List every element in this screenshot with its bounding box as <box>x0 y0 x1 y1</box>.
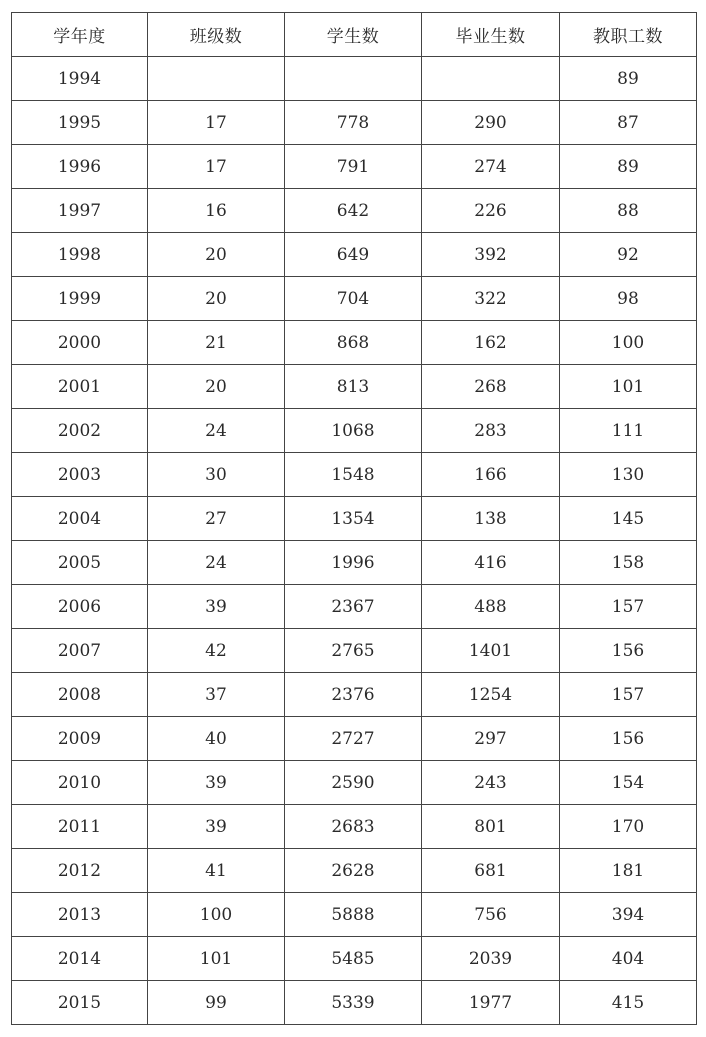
table-row <box>12 233 697 277</box>
table-row <box>12 101 697 145</box>
cell-class-count: 20 <box>148 233 285 277</box>
cell-class-count: 101 <box>148 937 285 981</box>
table-row <box>12 189 697 233</box>
cell-graduate-count: 681 <box>422 849 560 893</box>
table-row <box>12 805 697 849</box>
cell-staff-count: 156 <box>560 717 697 761</box>
cell-school-year: 2013 <box>12 893 148 937</box>
cell-graduate-count: 801 <box>422 805 560 849</box>
cell-graduate-count: 1401 <box>422 629 560 673</box>
cell-staff-count: 111 <box>560 409 697 453</box>
table-row <box>12 321 697 365</box>
cell-school-year: 2004 <box>12 497 148 541</box>
cell-staff-count: 154 <box>560 761 697 805</box>
cell-school-year: 2008 <box>12 673 148 717</box>
cell-graduate-count: 226 <box>422 189 560 233</box>
header-staff-count: 教职工数 <box>560 13 697 57</box>
cell-staff-count: 88 <box>560 189 697 233</box>
cell-school-year: 1996 <box>12 145 148 189</box>
cell-student-count: 2367 <box>285 585 422 629</box>
cell-school-year: 2005 <box>12 541 148 585</box>
cell-school-year: 1999 <box>12 277 148 321</box>
cell-graduate-count: 243 <box>422 761 560 805</box>
cell-class-count: 24 <box>148 409 285 453</box>
cell-class-count: 17 <box>148 101 285 145</box>
table-row <box>12 409 697 453</box>
cell-student-count: 2590 <box>285 761 422 805</box>
cell-staff-count: 157 <box>560 585 697 629</box>
cell-school-year: 2001 <box>12 365 148 409</box>
table-row <box>12 453 697 497</box>
cell-class-count: 20 <box>148 365 285 409</box>
cell-student-count: 2765 <box>285 629 422 673</box>
cell-graduate-count: 1977 <box>422 981 560 1025</box>
cell-school-year: 2014 <box>12 937 148 981</box>
cell-staff-count: 157 <box>560 673 697 717</box>
cell-class-count: 42 <box>148 629 285 673</box>
table-row <box>12 57 697 101</box>
table-row <box>12 145 697 189</box>
table-row <box>12 893 697 937</box>
table-row <box>12 761 697 805</box>
school-statistics-table <box>11 12 697 1025</box>
cell-school-year: 2011 <box>12 805 148 849</box>
header-student-count: 学生数 <box>285 13 422 57</box>
header-graduate-count: 毕业生数 <box>422 13 560 57</box>
cell-class-count: 39 <box>148 761 285 805</box>
cell-class-count: 16 <box>148 189 285 233</box>
cell-school-year: 2003 <box>12 453 148 497</box>
cell-student-count: 704 <box>285 277 422 321</box>
cell-graduate-count: 162 <box>422 321 560 365</box>
cell-class-count: 39 <box>148 805 285 849</box>
cell-graduate-count: 488 <box>422 585 560 629</box>
cell-class-count <box>148 57 285 101</box>
cell-class-count: 40 <box>148 717 285 761</box>
cell-school-year: 1997 <box>12 189 148 233</box>
cell-school-year: 1995 <box>12 101 148 145</box>
cell-student-count: 2376 <box>285 673 422 717</box>
cell-school-year: 2012 <box>12 849 148 893</box>
cell-staff-count: 98 <box>560 277 697 321</box>
cell-staff-count: 130 <box>560 453 697 497</box>
table-row <box>12 629 697 673</box>
cell-graduate-count: 138 <box>422 497 560 541</box>
table-row <box>12 497 697 541</box>
cell-graduate-count: 283 <box>422 409 560 453</box>
cell-staff-count: 394 <box>560 893 697 937</box>
cell-class-count: 21 <box>148 321 285 365</box>
cell-student-count: 1996 <box>285 541 422 585</box>
cell-staff-count: 181 <box>560 849 697 893</box>
cell-graduate-count: 297 <box>422 717 560 761</box>
cell-student-count: 791 <box>285 145 422 189</box>
table-row <box>12 541 697 585</box>
cell-student-count: 2628 <box>285 849 422 893</box>
table-header <box>12 13 697 57</box>
cell-school-year: 1994 <box>12 57 148 101</box>
cell-school-year: 2000 <box>12 321 148 365</box>
cell-staff-count: 89 <box>560 57 697 101</box>
cell-staff-count: 170 <box>560 805 697 849</box>
cell-class-count: 24 <box>148 541 285 585</box>
cell-student-count: 2727 <box>285 717 422 761</box>
cell-student-count: 5339 <box>285 981 422 1025</box>
header-class-count: 班级数 <box>148 13 285 57</box>
cell-staff-count: 89 <box>560 145 697 189</box>
cell-graduate-count: 1254 <box>422 673 560 717</box>
cell-school-year: 2010 <box>12 761 148 805</box>
table-row <box>12 717 697 761</box>
table-row <box>12 277 697 321</box>
cell-class-count: 100 <box>148 893 285 937</box>
cell-student-count: 2683 <box>285 805 422 849</box>
cell-graduate-count <box>422 57 560 101</box>
cell-student-count <box>285 57 422 101</box>
cell-class-count: 20 <box>148 277 285 321</box>
cell-staff-count: 145 <box>560 497 697 541</box>
cell-school-year: 1998 <box>12 233 148 277</box>
cell-class-count: 30 <box>148 453 285 497</box>
table-row <box>12 585 697 629</box>
table-row <box>12 849 697 893</box>
cell-class-count: 27 <box>148 497 285 541</box>
cell-staff-count: 156 <box>560 629 697 673</box>
cell-graduate-count: 416 <box>422 541 560 585</box>
table-row <box>12 365 697 409</box>
cell-student-count: 1354 <box>285 497 422 541</box>
cell-graduate-count: 268 <box>422 365 560 409</box>
cell-graduate-count: 290 <box>422 101 560 145</box>
table-body <box>12 57 697 1025</box>
cell-class-count: 41 <box>148 849 285 893</box>
cell-student-count: 868 <box>285 321 422 365</box>
cell-staff-count: 92 <box>560 233 697 277</box>
cell-student-count: 5888 <box>285 893 422 937</box>
table-row <box>12 673 697 717</box>
cell-school-year: 2006 <box>12 585 148 629</box>
cell-graduate-count: 166 <box>422 453 560 497</box>
cell-school-year: 2015 <box>12 981 148 1025</box>
cell-student-count: 1548 <box>285 453 422 497</box>
cell-class-count: 17 <box>148 145 285 189</box>
cell-student-count: 649 <box>285 233 422 277</box>
header-school-year: 学年度 <box>12 13 148 57</box>
cell-class-count: 37 <box>148 673 285 717</box>
cell-graduate-count: 274 <box>422 145 560 189</box>
cell-student-count: 813 <box>285 365 422 409</box>
cell-staff-count: 100 <box>560 321 697 365</box>
cell-staff-count: 404 <box>560 937 697 981</box>
cell-graduate-count: 322 <box>422 277 560 321</box>
table-row <box>12 981 697 1025</box>
cell-class-count: 39 <box>148 585 285 629</box>
cell-graduate-count: 2039 <box>422 937 560 981</box>
cell-staff-count: 87 <box>560 101 697 145</box>
cell-school-year: 2002 <box>12 409 148 453</box>
cell-graduate-count: 392 <box>422 233 560 277</box>
cell-staff-count: 415 <box>560 981 697 1025</box>
cell-class-count: 99 <box>148 981 285 1025</box>
cell-staff-count: 101 <box>560 365 697 409</box>
cell-staff-count: 158 <box>560 541 697 585</box>
cell-student-count: 642 <box>285 189 422 233</box>
cell-student-count: 5485 <box>285 937 422 981</box>
cell-student-count: 1068 <box>285 409 422 453</box>
table-row <box>12 937 697 981</box>
cell-student-count: 778 <box>285 101 422 145</box>
header-row <box>12 13 697 57</box>
cell-school-year: 2007 <box>12 629 148 673</box>
cell-graduate-count: 756 <box>422 893 560 937</box>
cell-school-year: 2009 <box>12 717 148 761</box>
